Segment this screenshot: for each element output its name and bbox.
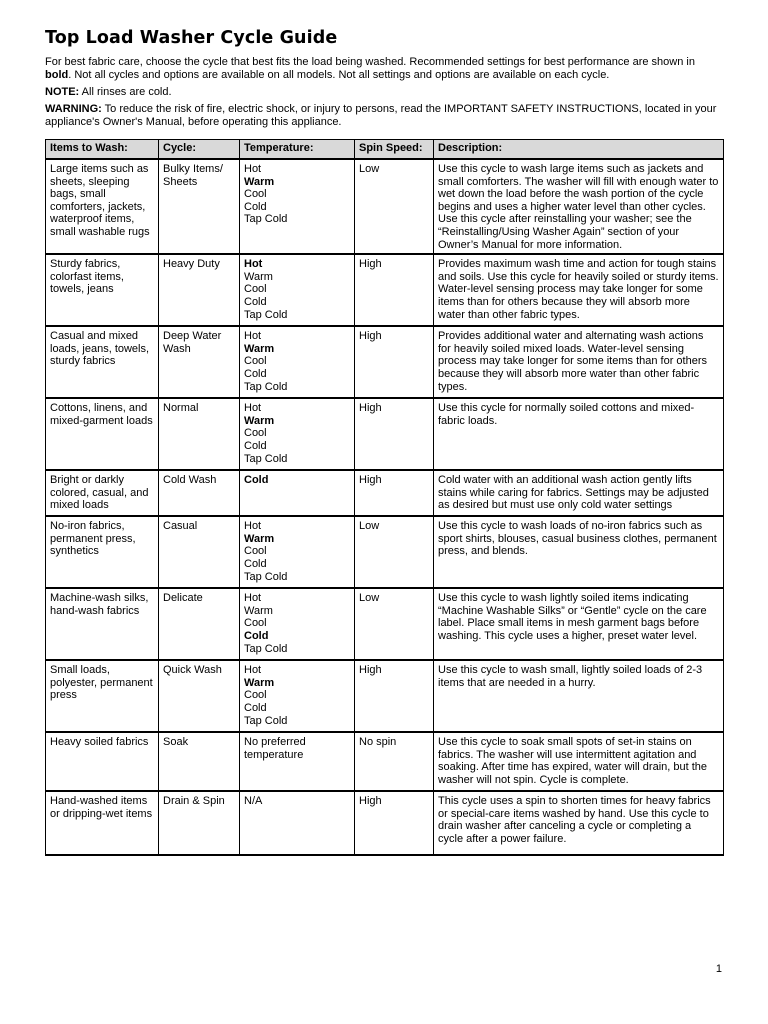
description-cell: Provides maximum wash time and action for tough stains and soils. Use this cycle for heavily soiled or sturdy items. Water-level sensing process may take longer for some items than for others because they will absorb more water than other fabric types. — [434, 254, 724, 326]
table-row — [46, 588, 724, 660]
temperature-cell — [240, 660, 355, 732]
intro-text: For best fabric care, choose the cycle that best fits the load being washed. Recommended settings for best performance are shown in — [45, 56, 695, 68]
temperature-option: Cool — [244, 427, 267, 440]
temperature-option-recommended: Warm — [244, 676, 275, 689]
table-row — [46, 159, 724, 254]
spin-speed-cell: No spin — [355, 732, 434, 791]
temperature-cell — [240, 791, 355, 855]
spin-speed-cell: High — [355, 254, 434, 326]
temperature-option: Tap Cold — [244, 213, 288, 226]
temperature-cell — [240, 588, 355, 660]
description-cell: Use this cycle to wash small, lightly soiled loads of 2-3 items that are needed in a hurry. — [434, 660, 724, 732]
temperature-option: Cool — [244, 188, 267, 201]
items-cell: Machine-wash silks, hand-wash fabrics — [46, 588, 159, 660]
items-cell: Cottons, linens, and mixed-garment loads — [46, 398, 159, 470]
spin-speed-cell: High — [355, 326, 434, 398]
temperature-option: Hot — [244, 163, 262, 175]
warning-label: WARNING: — [45, 103, 102, 115]
header-cycle: Cycle: — [159, 140, 240, 160]
spin-speed-cell: Low — [355, 159, 434, 254]
cycle-cell: Cold Wash — [159, 470, 240, 516]
description-cell: Use this cycle to soak small spots of set-in stains on fabrics. The washer will use intermittent agitation and soaking. After time has expired, water will drain, but the washer will not spin. Cycle is complete. — [434, 732, 724, 791]
note-text: All rinses are cold. — [79, 86, 172, 98]
description-cell: Use this cycle to wash lightly soiled items indicating “Machine Washable Silks” or “Gentle” cycle on the care label. Place small items in mesh garment bags before washing. This cycle uses a higher, preset water level. — [434, 588, 724, 660]
temperature-option: Cold — [244, 200, 267, 213]
temperature-option: Cold — [244, 701, 267, 714]
items-cell: Small loads, polyester, permanent press — [46, 660, 159, 732]
items-cell: Bright or darkly colored, casual, and mixed loads — [46, 470, 159, 516]
temperature-option-recommended: Warm — [244, 342, 275, 355]
temperature-option: Hot — [244, 402, 262, 415]
cycle-cell: Soak — [159, 732, 240, 791]
temperature-cell — [240, 398, 355, 470]
description-cell: Provides additional water and alternating wash actions for heavily soiled mixed loads. Water-level sensing process may take longer for some items than for others because they will absorb more water than other fabric types. — [434, 326, 724, 398]
temperature-cell — [240, 326, 355, 398]
temperature-option-recommended: Warm — [244, 414, 275, 427]
temperature-option: Cold — [244, 367, 267, 380]
temperature-option: Cold — [244, 557, 267, 570]
description-cell: Use this cycle for normally soiled cottons and mixed-fabric loads. — [434, 398, 724, 470]
table-body — [46, 159, 724, 855]
description-cell: This cycle uses a spin to shorten times for heavy fabrics or special-care items washed by hand. Use this cycle to drain washer after canceling a cycle or completing a cycle after a power failure. — [434, 791, 724, 855]
cycle-cell: Normal — [159, 398, 240, 470]
temperature-cell — [240, 732, 355, 791]
cycle-guide-table — [45, 139, 724, 856]
table-row — [46, 732, 724, 791]
document-page — [45, 28, 723, 856]
temperature-option: Warm — [244, 270, 273, 283]
temperature-option: Tap Cold — [244, 380, 288, 393]
warning-paragraph — [45, 103, 723, 129]
cycle-cell: Casual — [159, 516, 240, 588]
table-row — [46, 254, 724, 326]
items-cell: Large items such as sheets, sleeping bags, small comforters, jackets, waterproof items, small washable rugs — [46, 159, 159, 254]
temperature-option-recommended: Cold — [244, 474, 269, 487]
temperature-option: No preferred temperature — [244, 736, 306, 761]
temperature-option-recommended: Hot — [244, 258, 263, 271]
table-header-row — [46, 140, 724, 160]
items-cell: Heavy soiled fabrics — [46, 732, 159, 791]
cycle-cell: Bulky Items/ Sheets — [159, 159, 240, 254]
note-label: NOTE: — [45, 86, 80, 98]
intro-bold-word: bold — [45, 69, 69, 81]
table-row — [46, 516, 724, 588]
temperature-option: Cool — [244, 617, 267, 630]
temperature-cell — [240, 254, 355, 326]
temperature-option-recommended: Warm — [244, 175, 275, 188]
temperature-option: Cool — [244, 689, 267, 702]
temperature-option: Cool — [244, 355, 267, 368]
note-paragraph — [45, 86, 723, 99]
items-cell: Sturdy fabrics, colorfast items, towels, jeans — [46, 254, 159, 326]
description-cell: Cold water with an additional wash action gently lifts stains while caring for fabrics. Settings may be adjusted as desired but must use only cold water settings — [434, 470, 724, 516]
intro-paragraph — [45, 56, 723, 82]
cycle-cell: Heavy Duty — [159, 254, 240, 326]
page-title: Top Load Washer Cycle Guide — [45, 28, 338, 48]
description-cell: Use this cycle to wash loads of no-iron fabrics such as sport shirts, blouses, casual business clothes, permanent press, and blends. — [434, 516, 724, 588]
temperature-option: Cool — [244, 545, 267, 558]
cycle-cell: Quick Wash — [159, 660, 240, 732]
temperature-option: Tap Cold — [244, 452, 288, 465]
temperature-option-recommended: Cold — [244, 629, 269, 642]
page-number: 1 — [715, 963, 722, 975]
temperature-option: Cool — [244, 283, 267, 296]
temperature-option: Hot — [244, 520, 262, 533]
temperature-option: Warm — [244, 604, 273, 617]
temperature-option-recommended: Warm — [244, 532, 275, 545]
temperature-cell — [240, 470, 355, 516]
temperature-option: Hot — [244, 330, 262, 343]
description-cell: Use this cycle to wash large items such as jackets and small comforters. The washer will fill with enough water to wet down the load before the wash portion of the cycle begins and uses a higher water level than other cycles. Use this cycle after reinstalling your washer; see the “Reinstalling/Using Washer Again” section of your Owner’s Manual for more information. — [434, 159, 724, 254]
temperature-option: N/A — [244, 795, 263, 808]
temperature-cell — [240, 516, 355, 588]
temperature-cell — [240, 159, 355, 254]
spin-speed-cell: Low — [355, 516, 434, 588]
items-cell: No-iron fabrics, permanent press, synthetics — [46, 516, 159, 588]
table-row — [46, 791, 724, 855]
temperature-option: Tap Cold — [244, 308, 288, 321]
cycle-cell: Deep Water Wash — [159, 326, 240, 398]
temperature-option: Cold — [244, 295, 267, 308]
temperature-option: Tap Cold — [244, 642, 288, 655]
table-row — [46, 326, 724, 398]
items-cell: Casual and mixed loads, jeans, towels, sturdy fabrics — [46, 326, 159, 398]
temperature-option: Tap Cold — [244, 714, 288, 727]
intro-text-end: . Not all cycles and options are available on all models. Not all settings and options are available on each cycle. — [68, 69, 610, 81]
spin-speed-cell: High — [355, 660, 434, 732]
temperature-option: Cold — [244, 439, 267, 452]
temperature-option: Hot — [244, 664, 262, 677]
spin-speed-cell: High — [355, 791, 434, 855]
cycle-cell: Delicate — [159, 588, 240, 660]
table-row — [46, 660, 724, 732]
header-items-to-wash: Items to Wash: — [46, 140, 159, 160]
warning-text: To reduce the risk of fire, electric shock, or injury to persons, read the IMPORTANT SAFETY INSTRUCTIONS, located in your appliance's Owner's Manual, before operating this appliance. — [45, 103, 717, 128]
spin-speed-cell: Low — [355, 588, 434, 660]
temperature-option: Tap Cold — [244, 570, 288, 583]
items-cell: Hand-washed items or dripping-wet items — [46, 791, 159, 855]
spin-speed-cell: High — [355, 398, 434, 470]
spin-speed-cell: High — [355, 470, 434, 516]
cycle-cell: Drain & Spin — [159, 791, 240, 855]
table-row — [46, 470, 724, 516]
header-spin-speed: Spin Speed: — [355, 140, 434, 160]
table-row — [46, 398, 724, 470]
header-description: Description: — [434, 140, 724, 160]
temperature-option: Hot — [244, 592, 262, 605]
header-temperature: Temperature: — [240, 140, 355, 160]
